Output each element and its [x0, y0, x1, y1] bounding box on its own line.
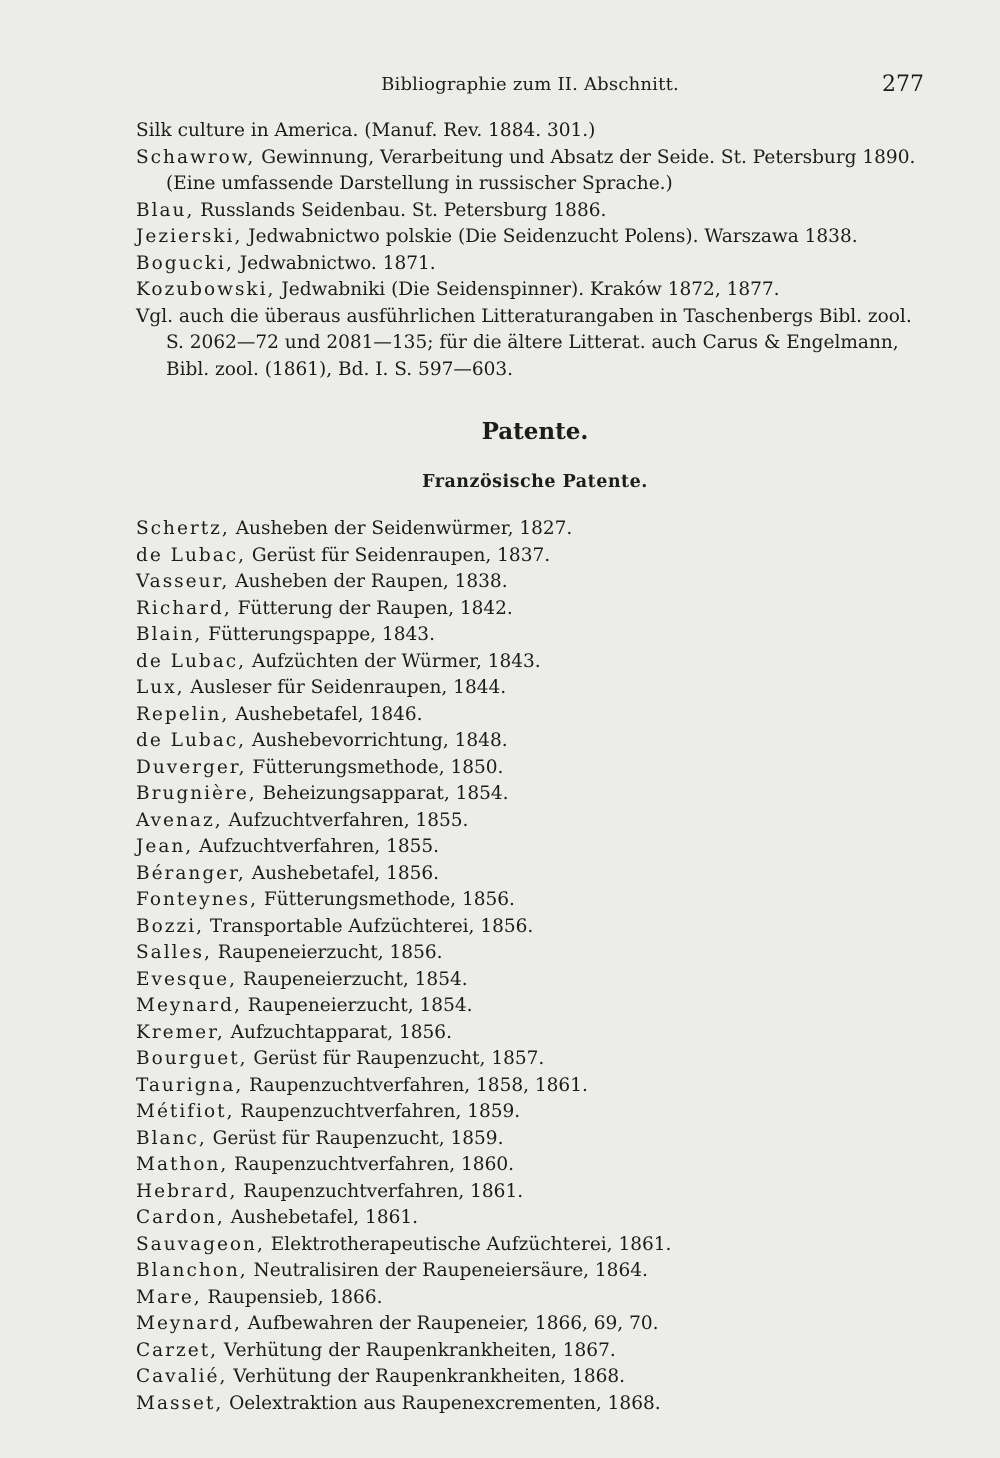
patent-entry [136, 834, 936, 861]
patent-holder: Repelin, [136, 703, 230, 725]
patent-description: Fütterungsmethode, 1850. [246, 756, 504, 778]
patent-holder: Avenaz, [136, 809, 223, 831]
subsection-heading: Französische Patente. [422, 472, 648, 492]
patent-holder: Cardon, [136, 1207, 225, 1228]
patent-description: Ausheben der Seidenwürmer, 1827. [229, 518, 573, 539]
patent-description: Raupenzuchtverfahren, 1861. [237, 1180, 524, 1202]
patent-holder: Meynard, [136, 1313, 242, 1334]
patent-description: Aufzuchtverfahren, 1855. [222, 809, 469, 831]
patent-description: Fütterung der Raupen, 1842. [231, 597, 513, 619]
patent-description: Aushebevorrichtung, 1848. [246, 730, 508, 751]
patent-description: Aushebetafel, 1856. [245, 862, 440, 884]
patent-description: Gerüst für Raupenzucht, 1857. [247, 1048, 545, 1069]
patent-holder: Blanchon, [136, 1260, 248, 1281]
patent-holder: Métifiot, [136, 1101, 235, 1122]
patent-description: Raupenzuchtverfahren, 1859. [234, 1101, 521, 1122]
patent-entry [136, 1205, 936, 1232]
patent-entry [136, 1073, 936, 1100]
patent-holder: de Lubac, [136, 730, 246, 751]
patent-entry [136, 1046, 936, 1073]
patent-description: Ausheben der Raupen, 1838. [229, 571, 508, 592]
patent-holder: Evesque, [136, 968, 237, 990]
patent-entry [136, 967, 936, 994]
patent-description: Raupeneierzucht, 1854. [241, 995, 473, 1016]
patent-entry [136, 728, 936, 755]
patent-holder: Richard, [136, 597, 232, 619]
patent-description: Neutralisiren der Raupeneiersäure, 1864. [247, 1260, 648, 1281]
patent-description: Aufzuchtverfahren, 1855. [193, 836, 440, 857]
patent-holder: Masset, [136, 1392, 224, 1414]
patent-entry [136, 808, 936, 835]
patent-entry [136, 516, 936, 543]
patent-entry [136, 1179, 936, 1206]
bibliography-entry: Blau, Russlands Seidenbau. St. Petersburg 1886. [136, 199, 607, 221]
patent-list [136, 516, 936, 1417]
patent-description: Elektrotherapeutische Aufzüchterei, 1861. [264, 1233, 672, 1255]
patent-holder: Salles, [136, 942, 212, 963]
patent-entry [136, 940, 936, 967]
bibliography-entry: Vgl. auch die überaus ausführlichen Litteraturangaben in Taschenbergs Bibl. zool. S. 2062—72 und 2081—135; für die ältere Litterat. auch Carus & Engelmann, Bibl. zool. (1861), Bd. I. S. 597—603. [136, 305, 912, 380]
patent-description: Aufzuchtapparat, 1856. [224, 1021, 452, 1043]
patent-description: Fütterungspappe, 1843. [202, 624, 435, 645]
patent-description: Beheizungsapparat, 1854. [256, 783, 509, 804]
patent-description: Aufzüchten der Würmer, 1843. [246, 650, 541, 672]
patent-holder: Schertz, [136, 518, 230, 539]
patent-holder: Béranger, [136, 862, 246, 884]
patent-description: Gerüst für Raupenzucht, 1859. [206, 1127, 504, 1149]
patent-holder: Taurigna, [136, 1074, 244, 1096]
patent-entry [136, 1099, 936, 1126]
patent-holder: Bourguet, [136, 1048, 248, 1069]
patent-entry [136, 622, 936, 649]
bibliography-entry: Jezierski, Jedwabnictwo polskie (Die Seidenzucht Polens). Warszawa 1838. [136, 226, 858, 247]
patent-holder: Sauvageon, [136, 1233, 265, 1255]
patent-entry [136, 781, 936, 808]
section-heading: Patente. [481, 418, 589, 445]
patent-entry [136, 569, 936, 596]
patent-description: Aushebetafel, 1846. [229, 703, 423, 725]
patent-entry [136, 596, 936, 623]
patent-holder: Cavalié, [136, 1366, 228, 1387]
patent-description: Aushebetafel, 1861. [224, 1207, 419, 1228]
patent-description: Ausleser für Seidenraupen, 1844. [184, 677, 507, 698]
patent-description: Raupenzuchtverfahren, 1858, 1861. [243, 1074, 588, 1096]
patent-holder: Bozzi, [136, 915, 205, 937]
patent-holder: Kremer, [136, 1021, 225, 1043]
patent-holder: de Lubac, [136, 544, 246, 566]
patent-entry [136, 1311, 936, 1338]
patent-holder: Carzet, [136, 1339, 219, 1361]
patent-entry [136, 887, 936, 914]
patent-description: Oelextraktion aus Raupenexcrementen, 1868. [223, 1392, 661, 1414]
patent-description: Raupeneierzucht, 1856. [211, 942, 443, 963]
patent-entry [136, 993, 936, 1020]
patent-entry [136, 675, 936, 702]
patent-holder: Meynard, [136, 995, 242, 1016]
patent-description: Aufbewahren der Raupeneier, 1866, 69, 70. [241, 1313, 659, 1334]
patent-entry [136, 1391, 936, 1418]
patent-holder: Mare, [136, 1286, 202, 1308]
bibliography-entry: Bogucki, Jedwabnictwo. 1871. [136, 252, 436, 274]
patent-description: Verhütung der Raupenkrankheiten, 1867. [218, 1339, 616, 1361]
patent-holder: Brugnière, [136, 783, 257, 804]
bibliography-entry: Schawrow, Gewinnung, Verarbeitung und Absatz der Seide. St. Petersburg 1890. (Eine umfassende Darstellung in russischer Sprache.) [136, 146, 916, 194]
patent-holder: Fonteynes, [136, 889, 258, 910]
patent-description: Raupensieb, 1866. [201, 1286, 383, 1308]
patent-entry [136, 1020, 936, 1047]
patent-description: Raupenzuchtverfahren, 1860. [228, 1154, 514, 1175]
patent-entry [136, 702, 936, 729]
patent-description: Fütterungsmethode, 1856. [257, 889, 515, 910]
patent-description: Raupeneierzucht, 1854. [236, 968, 468, 990]
page-header [136, 74, 924, 104]
page-number: 277 [882, 72, 924, 97]
patent-description: Gerüst für Seidenraupen, 1837. [246, 544, 551, 566]
patent-holder: Lux, [136, 677, 185, 698]
patent-entry [136, 914, 936, 941]
patent-entry [136, 1364, 936, 1391]
patent-holder: Duverger, [136, 756, 247, 778]
patent-entry [136, 1152, 936, 1179]
patent-entry [136, 1338, 936, 1365]
patent-entry [136, 1126, 936, 1153]
running-title: Bibliographie zum II. Abschnitt. [381, 74, 679, 95]
patent-entry [136, 543, 936, 570]
bibliography-list [136, 118, 931, 383]
patent-entry [136, 861, 936, 888]
bibliography-entry: Silk culture in America. (Manuf. Rev. 1884. 301.) [136, 120, 596, 141]
patent-holder: Mathon, [136, 1154, 229, 1175]
patent-entry [136, 649, 936, 676]
patent-holder: Vasseur, [136, 571, 230, 592]
patent-holder: Jean, [136, 836, 194, 857]
patent-holder: Blain, [136, 624, 203, 645]
patent-entry [136, 1258, 936, 1285]
patent-description: Transportable Aufzüchterei, 1856. [204, 915, 534, 937]
patent-entry [136, 1285, 936, 1312]
patent-holder: Hebrard, [136, 1180, 238, 1202]
patent-entry [136, 755, 936, 782]
patent-holder: de Lubac, [136, 650, 246, 672]
patent-entry [136, 1232, 936, 1259]
patent-description: Verhütung der Raupenkrankheiten, 1868. [227, 1366, 626, 1387]
bibliography-entry: Kozubowski, Jedwabniki (Die Seidenspinner). Kraków 1872, 1877. [136, 279, 780, 300]
patent-holder: Blanc, [136, 1127, 207, 1149]
